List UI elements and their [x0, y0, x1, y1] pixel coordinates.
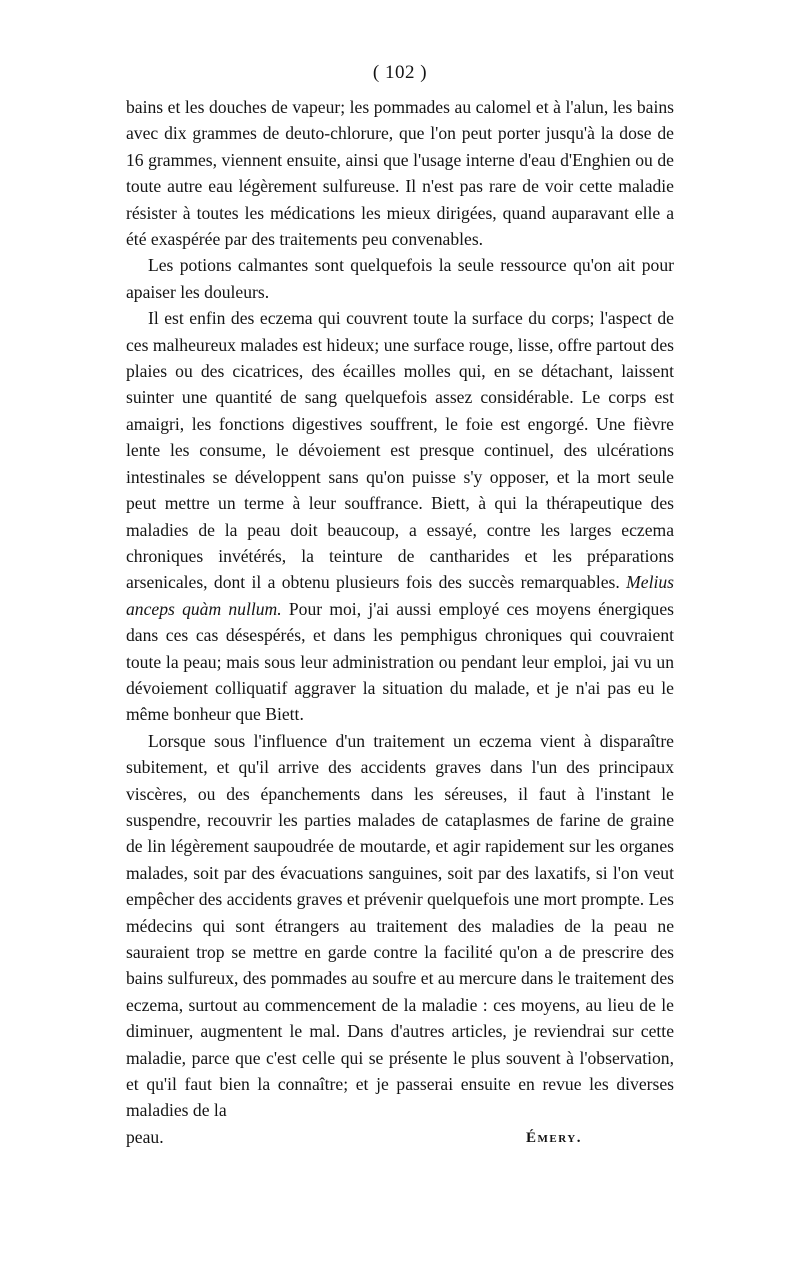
latin-quote: Melius anceps quàm nullum.: [126, 572, 674, 619]
paragraph-3: [126, 305, 674, 728]
paragraph-4: Lorsque sous l'influence d'un traitement un eczema vient à disparaître subitement, et qu'il arrive des accidents graves dans l'un des principaux viscères, ou des épanchements dans les séreuses, il faut à l'instant le suspendre, recouvrir les parties malades de cataplasmes de farine de graine de lin légèrement saupoudrée de moutarde, et agir rapidement sur les organes malades, soit par des évacuations sanguines, soit par des laxatifs, si l'on veut empêcher des accidents graves et prévenir quelquefois une mort prompte. Les médecins qui sont étrangers au traitement des maladies de la peau ne sauraient trop se mettre en garde contre la facilité qu'on a de prescrire des bains sulfureux, des pommades au soufre et au mercure dans le traitement des eczema, surtout au commencement de la maladie : ces moyens, au lieu de le diminuer, augmentent le mal. Dans d'autres articles, je reviendrai sur cette maladie, parce que c'est celle qui se présente le plus souvent à l'observation, et qu'il faut bien la connaître; et je passerai ensuite en revue les diverses maladies de la: [126, 730, 674, 1121]
page-number: ( 102 ): [372, 62, 428, 83]
paragraph-1: bains et les douches de vapeur; les pommades au calomel et à l'alun, les bains avec dix grammes de deuto-chlorure, que l'on peut porter jusqu'à la dose de 16 grammes, viennent ensuite, ainsi que l'usage interne d'eau d'Enghien ou de toute autre eau légèrement sulfureuse. Il n'est pas rare de voir cette maladie résister à toutes les médications les mieux dirigées, quand auparavant elle a été exaspérée par des traitements peu convenables.: [126, 97, 674, 250]
closing-line: [126, 1124, 674, 1152]
paragraph-2: Les potions calmantes sont quelquefois la seule ressource qu'on ait pour apaiser les douleurs.: [126, 255, 674, 302]
body-text: [126, 94, 674, 1124]
closing-word: peau.: [126, 1126, 164, 1147]
document-page: [126, 58, 674, 1152]
paragraph-3-part-1: Il est enfin des eczema qui couvrent toute la surface du corps; l'aspect de ces malheureux malades est hideux; une surface rouge, lisse, offre partout des plaies ou des cicatrices, des écailles molles qui, en se détachant, laissent suinter une quantité de sang quelquefois assez considérable. Le corps est amaigri, les fonctions digestives souffrent, le foie est engorgé. Une fièvre lente les consume, le dévoiement est presque continuel, des ulcérations intestinales se développent sans qu'on puisse s'y opposer, et la mort seule peut mettre un terme à leur souffrance. Biett, à qui la thérapeutique des maladies de la peau doit beaucoup, a essayé, contre les larges eczema chroniques invétérés, la teinture de cantharides et les préparations arsenicales, dont il a obtenu plusieurs fois des succès remarquables.: [126, 308, 674, 593]
paragraph-3-part-2: Pour moi, j'ai aussi employé ces moyens énergiques dans ces cas désespérés, et dans les pemphigus chroniques qui couvraient toute la peau; mais sous leur administration ou pendant leur emploi, jai vu un dévoiement colliquatif aggraver la situation du malade, et je n'ai pas eu le même bonheur que Biett.: [126, 598, 674, 725]
author-signature: Émery.: [526, 1129, 582, 1146]
